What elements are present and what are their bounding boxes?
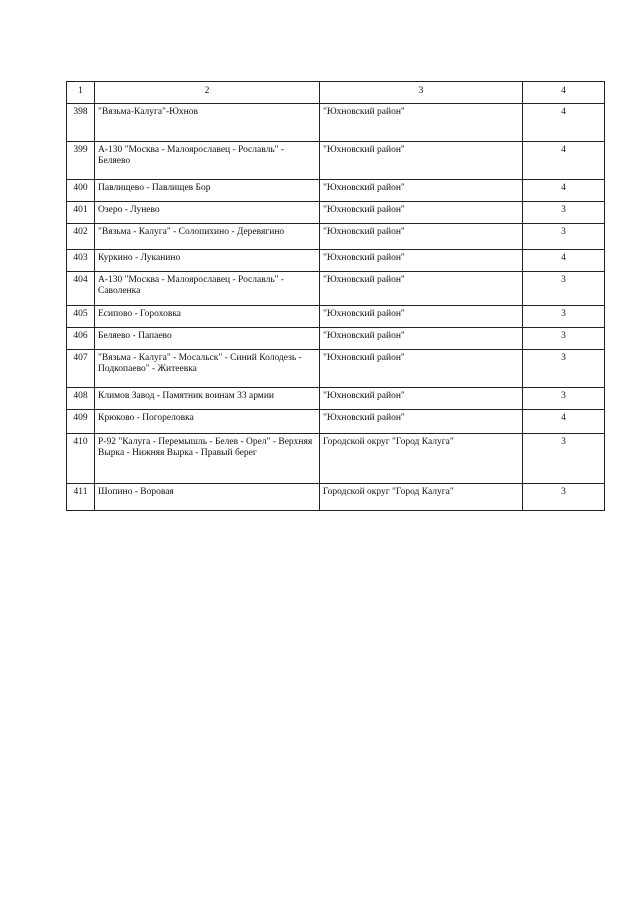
road-category: 4 bbox=[523, 250, 605, 272]
road-name: Климов Завод - Памятник воинам 33 армии bbox=[95, 388, 320, 410]
road-category: 3 bbox=[523, 434, 605, 484]
row-number: 404 bbox=[67, 272, 95, 306]
row-number: 411 bbox=[67, 484, 95, 511]
district-name: "Юхновский район" bbox=[320, 142, 523, 180]
district-name: "Юхновский район" bbox=[320, 388, 523, 410]
district-name: "Юхновский район" bbox=[320, 328, 523, 350]
road-name: Есипово - Гороховка bbox=[95, 306, 320, 328]
row-number: 400 bbox=[67, 180, 95, 202]
road-name: "Вязьма - Калуга" - Солопихино - Деревягино bbox=[95, 224, 320, 250]
district-name: Городской округ "Город Калуга" bbox=[320, 434, 523, 484]
table-row bbox=[67, 224, 605, 250]
road-category: 3 bbox=[523, 224, 605, 250]
district-name: "Юхновский район" bbox=[320, 272, 523, 306]
road-name: Куркино - Луканино bbox=[95, 250, 320, 272]
road-name: Павлищево - Павлищев Бор bbox=[95, 180, 320, 202]
road-category: 3 bbox=[523, 388, 605, 410]
road-name: Беляево - Папаево bbox=[95, 328, 320, 350]
table-row bbox=[67, 484, 605, 511]
road-name: Шопино - Воровая bbox=[95, 484, 320, 511]
table-row bbox=[67, 250, 605, 272]
road-category: 4 bbox=[523, 410, 605, 434]
table-row bbox=[67, 180, 605, 202]
road-name: Озеро - Лунево bbox=[95, 202, 320, 224]
table-row bbox=[67, 306, 605, 328]
road-category: 3 bbox=[523, 272, 605, 306]
district-name: "Юхновский район" bbox=[320, 250, 523, 272]
roads-table bbox=[66, 81, 605, 511]
row-number: 409 bbox=[67, 410, 95, 434]
header-col-2: 2 bbox=[95, 82, 320, 104]
header-col-4: 4 bbox=[523, 82, 605, 104]
road-category: 4 bbox=[523, 104, 605, 142]
table-header-row bbox=[67, 82, 605, 104]
district-name: "Юхновский район" bbox=[320, 104, 523, 142]
row-number: 402 bbox=[67, 224, 95, 250]
row-number: 398 bbox=[67, 104, 95, 142]
table-row bbox=[67, 328, 605, 350]
road-name: А-130 "Москва - Малоярославец - Рославль" - Беляево bbox=[95, 142, 320, 180]
row-number: 405 bbox=[67, 306, 95, 328]
row-number: 407 bbox=[67, 350, 95, 388]
table-row bbox=[67, 104, 605, 142]
road-category: 4 bbox=[523, 180, 605, 202]
road-category: 3 bbox=[523, 484, 605, 511]
table-row bbox=[67, 410, 605, 434]
table-row bbox=[67, 142, 605, 180]
district-name: "Юхновский район" bbox=[320, 410, 523, 434]
road-category: 3 bbox=[523, 306, 605, 328]
district-name: "Юхновский район" bbox=[320, 180, 523, 202]
table-row bbox=[67, 202, 605, 224]
row-number: 406 bbox=[67, 328, 95, 350]
district-name: "Юхновский район" bbox=[320, 202, 523, 224]
table-row bbox=[67, 350, 605, 388]
table-row bbox=[67, 272, 605, 306]
row-number: 410 bbox=[67, 434, 95, 484]
district-name: Городской округ "Город Калуга" bbox=[320, 484, 523, 511]
row-number: 408 bbox=[67, 388, 95, 410]
road-category: 3 bbox=[523, 350, 605, 388]
road-name: Крюково - Погореловка bbox=[95, 410, 320, 434]
road-name: "Вязьма - Калуга" - Мосальск" - Синий Колодезь - Подкопаево" - Житеевка bbox=[95, 350, 320, 388]
district-name: "Юхновский район" bbox=[320, 306, 523, 328]
road-category: 3 bbox=[523, 328, 605, 350]
district-name: "Юхновский район" bbox=[320, 350, 523, 388]
road-name: А-130 "Москва - Малоярославец - Рославль" - Саволенка bbox=[95, 272, 320, 306]
table-row bbox=[67, 434, 605, 484]
road-name: "Вязьма-Калуга"-Юхнов bbox=[95, 104, 320, 142]
row-number: 403 bbox=[67, 250, 95, 272]
row-number: 401 bbox=[67, 202, 95, 224]
road-name: Р-92 "Калуга - Перемышль - Белев - Орел" - Верхняя Вырка - Нижняя Вырка - Правый берег bbox=[95, 434, 320, 484]
road-category: 3 bbox=[523, 202, 605, 224]
district-name: "Юхновский район" bbox=[320, 224, 523, 250]
header-col-1: 1 bbox=[67, 82, 95, 104]
row-number: 399 bbox=[67, 142, 95, 180]
road-category: 4 bbox=[523, 142, 605, 180]
table-row bbox=[67, 388, 605, 410]
header-col-3: 3 bbox=[320, 82, 523, 104]
